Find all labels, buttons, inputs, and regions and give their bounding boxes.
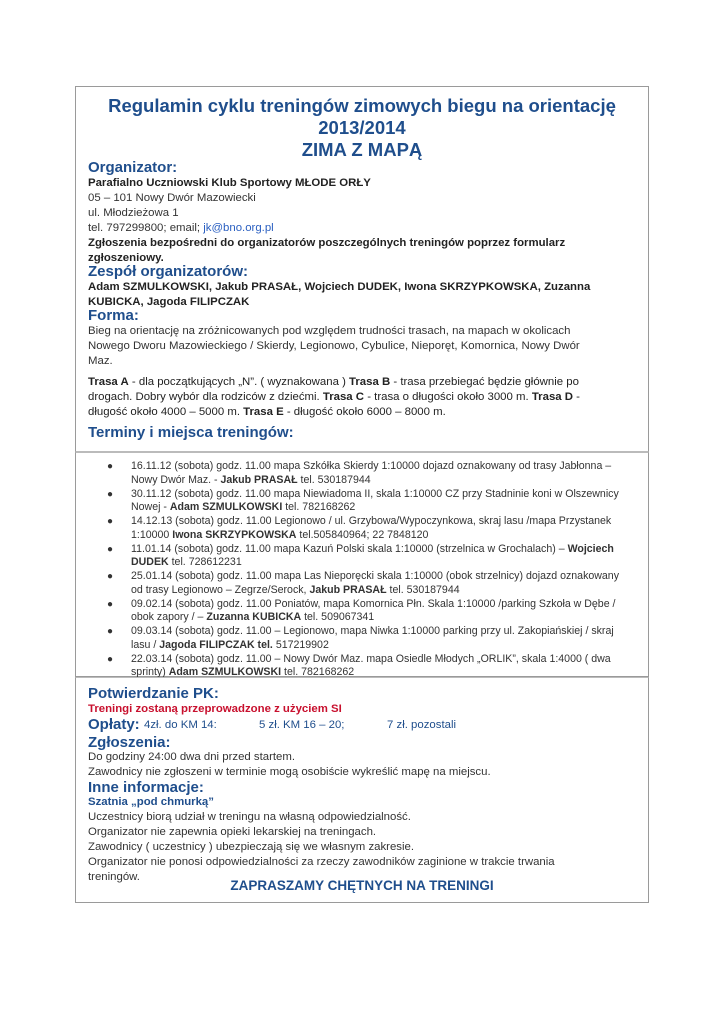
- routes-line-2: [88, 390, 580, 405]
- other-line-1: Uczestnicy biorą udział w treningu na własną odpowiedzialność.: [88, 811, 411, 823]
- item-phone: tel.505840964; 22 7848120: [296, 528, 429, 541]
- item-organizer: Iwona SKRZYPKOWSKA: [172, 528, 297, 541]
- form-desc-2: Nowego Dworu Mazowieckiego / Skierdy, Legionowo, Cybulice, Nieporęt, Komornica, Nowy Dwór: [88, 340, 580, 352]
- fee-1: 4zł. do KM 14:: [144, 719, 217, 731]
- item-line-2: Nowy Dwór Maz. -: [131, 473, 221, 486]
- item-organizer: Adam SZMULKOWSKI: [168, 666, 282, 678]
- team-line-1: Adam SZMULKOWSKI, Jakub PRASAŁ, Wojciech DUDEK, Iwona SKRZYPKOWSKA, Zuzanna: [88, 281, 591, 293]
- item-line-1: 16.11.12 (sobota) godz. 11.00 mapa Szkółka Skierdy 1:10000 dojazd oznakowany od trasy Jabłonna –: [131, 460, 612, 472]
- item-line-2: sprinty): [131, 666, 169, 678]
- route-e-label: Trasa E: [243, 406, 284, 418]
- organizer-club: Parafialno Uczniowski Klub Sportowy MŁODE ORŁY: [88, 177, 371, 189]
- item-phone: tel. 782168262: [282, 501, 356, 513]
- bullet-icon: ●: [107, 461, 114, 472]
- item-organizer: Adam SZMULKOWSKI: [169, 501, 283, 513]
- organizer-heading: Organizator:: [88, 159, 178, 176]
- list-item: [104, 598, 644, 625]
- item-phone: tel. 509067341: [301, 611, 375, 623]
- item-line-2: obok zapory / –: [131, 611, 207, 623]
- bullet-icon: ●: [107, 598, 114, 610]
- form-desc-1: Bieg na orientację na zróżnicowanych pod względem trudności trasach, na mapach w okolicach: [88, 325, 571, 337]
- bullet-icon: ●: [107, 571, 114, 582]
- closing-invitation: ZAPRASZAMY CHĘTNYCH NA TRENINGI: [230, 878, 494, 893]
- routes-line-1: [88, 375, 579, 390]
- organizer-email-link[interactable]: jk@bno.org.pl: [203, 222, 274, 234]
- other-line-3: Zawodnicy ( uczestnicy ) ubezpieczają się we własnym zakresie.: [88, 841, 415, 853]
- bullet-icon: ●: [107, 543, 114, 555]
- document-season: 2013/2014: [318, 117, 406, 138]
- team-line-2: KUBICKA, Jagoda FILIPCZAK: [88, 296, 250, 308]
- item-line-1: 30.11.12 (sobota) godz. 11.00 mapa Niewiadoma II, skala 1:10000 CZ przy Stadninie koni w Olszewnicy: [131, 487, 619, 500]
- item-phone: tel. 530187944: [386, 583, 460, 596]
- item-line-1: 09.02.14 (sobota) godz. 11.00 Poniatów, mapa Komornica Płn. Skala 1:10000 /parking Szkoła w Dębe /: [131, 597, 616, 610]
- item-line-1: 11.01.14 (sobota) godz. 11.00 mapa Kazuń Polski skala 1:10000 (strzelnica w Grochalach) –: [131, 542, 568, 555]
- bullet-icon: ●: [107, 516, 114, 527]
- organizer-address-1: 05 – 101 Nowy Dwór Mazowiecki: [88, 192, 256, 204]
- item-organizer: Zuzanna KUBICKA: [206, 611, 302, 623]
- header-section: [75, 86, 649, 452]
- list-item: [104, 543, 644, 570]
- routes-line-3: [88, 405, 446, 420]
- route-d-text: -: [573, 391, 580, 403]
- bullet-icon: ●: [107, 653, 114, 665]
- fee-3: 7 zł. pozostali: [387, 719, 457, 731]
- registration-line-2: Zawodnicy nie zgłoszeni w terminie mogą osobiście wykreślić mapę na miejscu.: [88, 766, 491, 778]
- list-item: [104, 625, 644, 652]
- schedule-list: [104, 460, 644, 680]
- routes-line-2-text: drogach. Dobry wybór dla rodziców z dziećmi.: [88, 391, 323, 403]
- document-title: Regulamin cyklu treningów zimowych biegu na orientację: [108, 95, 616, 116]
- fees-heading: Opłaty:: [88, 716, 140, 733]
- item-line-1: 09.03.14 (sobota) godz. 11.00 – Legionowo, mapa Niwka 1:10000 parking przy ul. Zakopiańskiej / skraj: [131, 625, 614, 637]
- item-line-2: Nowej -: [131, 501, 170, 513]
- item-phone: tel. 530187944: [297, 473, 371, 486]
- organizer-contact: [88, 221, 274, 236]
- route-a-text: - dla początkujących „N”. ( wyznakowana ): [128, 376, 350, 388]
- item-line-1: 14.12.13 (sobota) godz. 11.00 Legionowo / ul. Grzybowa/Wypoczynkowa, skraj lasu /mapa Przystanek: [131, 515, 612, 527]
- list-item: [104, 515, 644, 542]
- route-d-label: Trasa D: [531, 391, 574, 403]
- document-subtitle: ZIMA Z MAPĄ: [301, 139, 423, 160]
- item-line-2: lasu /: [131, 638, 160, 651]
- signup-note-1: Zgłoszenia bezpośredni do organizatorów poszczególnych treningów poprzez formularz: [88, 237, 566, 249]
- bullet-icon: ●: [107, 488, 114, 500]
- list-item: [104, 488, 644, 515]
- item-organizer: Jakub PRASAŁ: [309, 583, 387, 596]
- route-a-label: Trasa A: [88, 376, 129, 388]
- route-e-text: - długość około 6000 – 8000 m.: [283, 406, 446, 418]
- bullet-icon: ●: [107, 626, 114, 637]
- form-desc-3: Maz.: [88, 355, 113, 367]
- other-heading: Inne informacje:: [88, 779, 204, 796]
- info-section: [75, 677, 649, 903]
- item-organizer: Jakub PRASAŁ: [220, 473, 298, 486]
- item-phone: tel. 782168262: [281, 666, 355, 678]
- organizer-phone: tel. 797299800; email;: [88, 222, 204, 234]
- route-c-text: - trasa o długości około 3000 m.: [364, 391, 532, 403]
- other-line-4: Organizator nie ponosi odpowiedzialności za rzeczy zawodników zaginione w trakcie trwania: [88, 856, 555, 868]
- item-organizer: DUDEK: [131, 556, 169, 568]
- signup-note-2: zgłoszeniowy.: [88, 252, 164, 264]
- team-heading: Zespół organizatorów:: [88, 263, 249, 280]
- item-line-2: od trasy Legionowo – Zegrze/Serock,: [131, 583, 310, 596]
- fee-2: 5 zł. KM 16 – 20;: [259, 719, 345, 731]
- item-phone: tel. 728612231: [168, 556, 242, 568]
- registration-line-1: Do godziny 24:00 dwa dni przed startem.: [88, 751, 296, 763]
- item-phone: 517219902: [272, 638, 329, 651]
- schedule-heading: Terminy i miejsca treningów:: [88, 424, 294, 441]
- route-b-label: Trasa B: [349, 376, 391, 388]
- form-heading: Forma:: [88, 307, 139, 324]
- organizer-address-2: ul. Młodzieżowa 1: [88, 207, 179, 219]
- item-line-2: 1:10000: [131, 528, 173, 541]
- list-item: [104, 460, 644, 487]
- other-line-2: Organizator nie zapewnia opieki lekarskiej na treningach.: [88, 826, 377, 838]
- registration-heading: Zgłoszenia:: [88, 734, 171, 751]
- item-line-1: 25.01.14 (sobota) godz. 11.00 mapa Las Nieporęcki skala 1:10000 (obok strzelnicy) dojazd oznakowany: [131, 570, 619, 582]
- item-organizer-first: Wojciech: [567, 542, 614, 555]
- confirm-note: Treningi zostaną przeprowadzone z użyciem SI: [88, 703, 342, 715]
- route-c-label: Trasa C: [322, 391, 365, 403]
- confirm-heading: Potwierdzanie PK:: [88, 685, 219, 702]
- other-sub: Szatnia „pod chmurką”: [88, 796, 214, 808]
- list-item: [104, 570, 644, 597]
- item-line-1: 22.03.14 (sobota) godz. 11.00 – Nowy Dwór Maz. mapa Osiedle Młodych „ORLIK”, skala 1:4000 ( dwa: [131, 652, 611, 665]
- other-line-5: treningów.: [88, 871, 140, 883]
- routes-line-3-text: długość około 4000 – 5000 m.: [88, 406, 244, 418]
- list-item: [104, 653, 644, 680]
- item-organizer: Jagoda FILIPCZAK tel.: [159, 638, 273, 651]
- route-b-text: - trasa przebiegać będzie głównie po: [390, 376, 579, 388]
